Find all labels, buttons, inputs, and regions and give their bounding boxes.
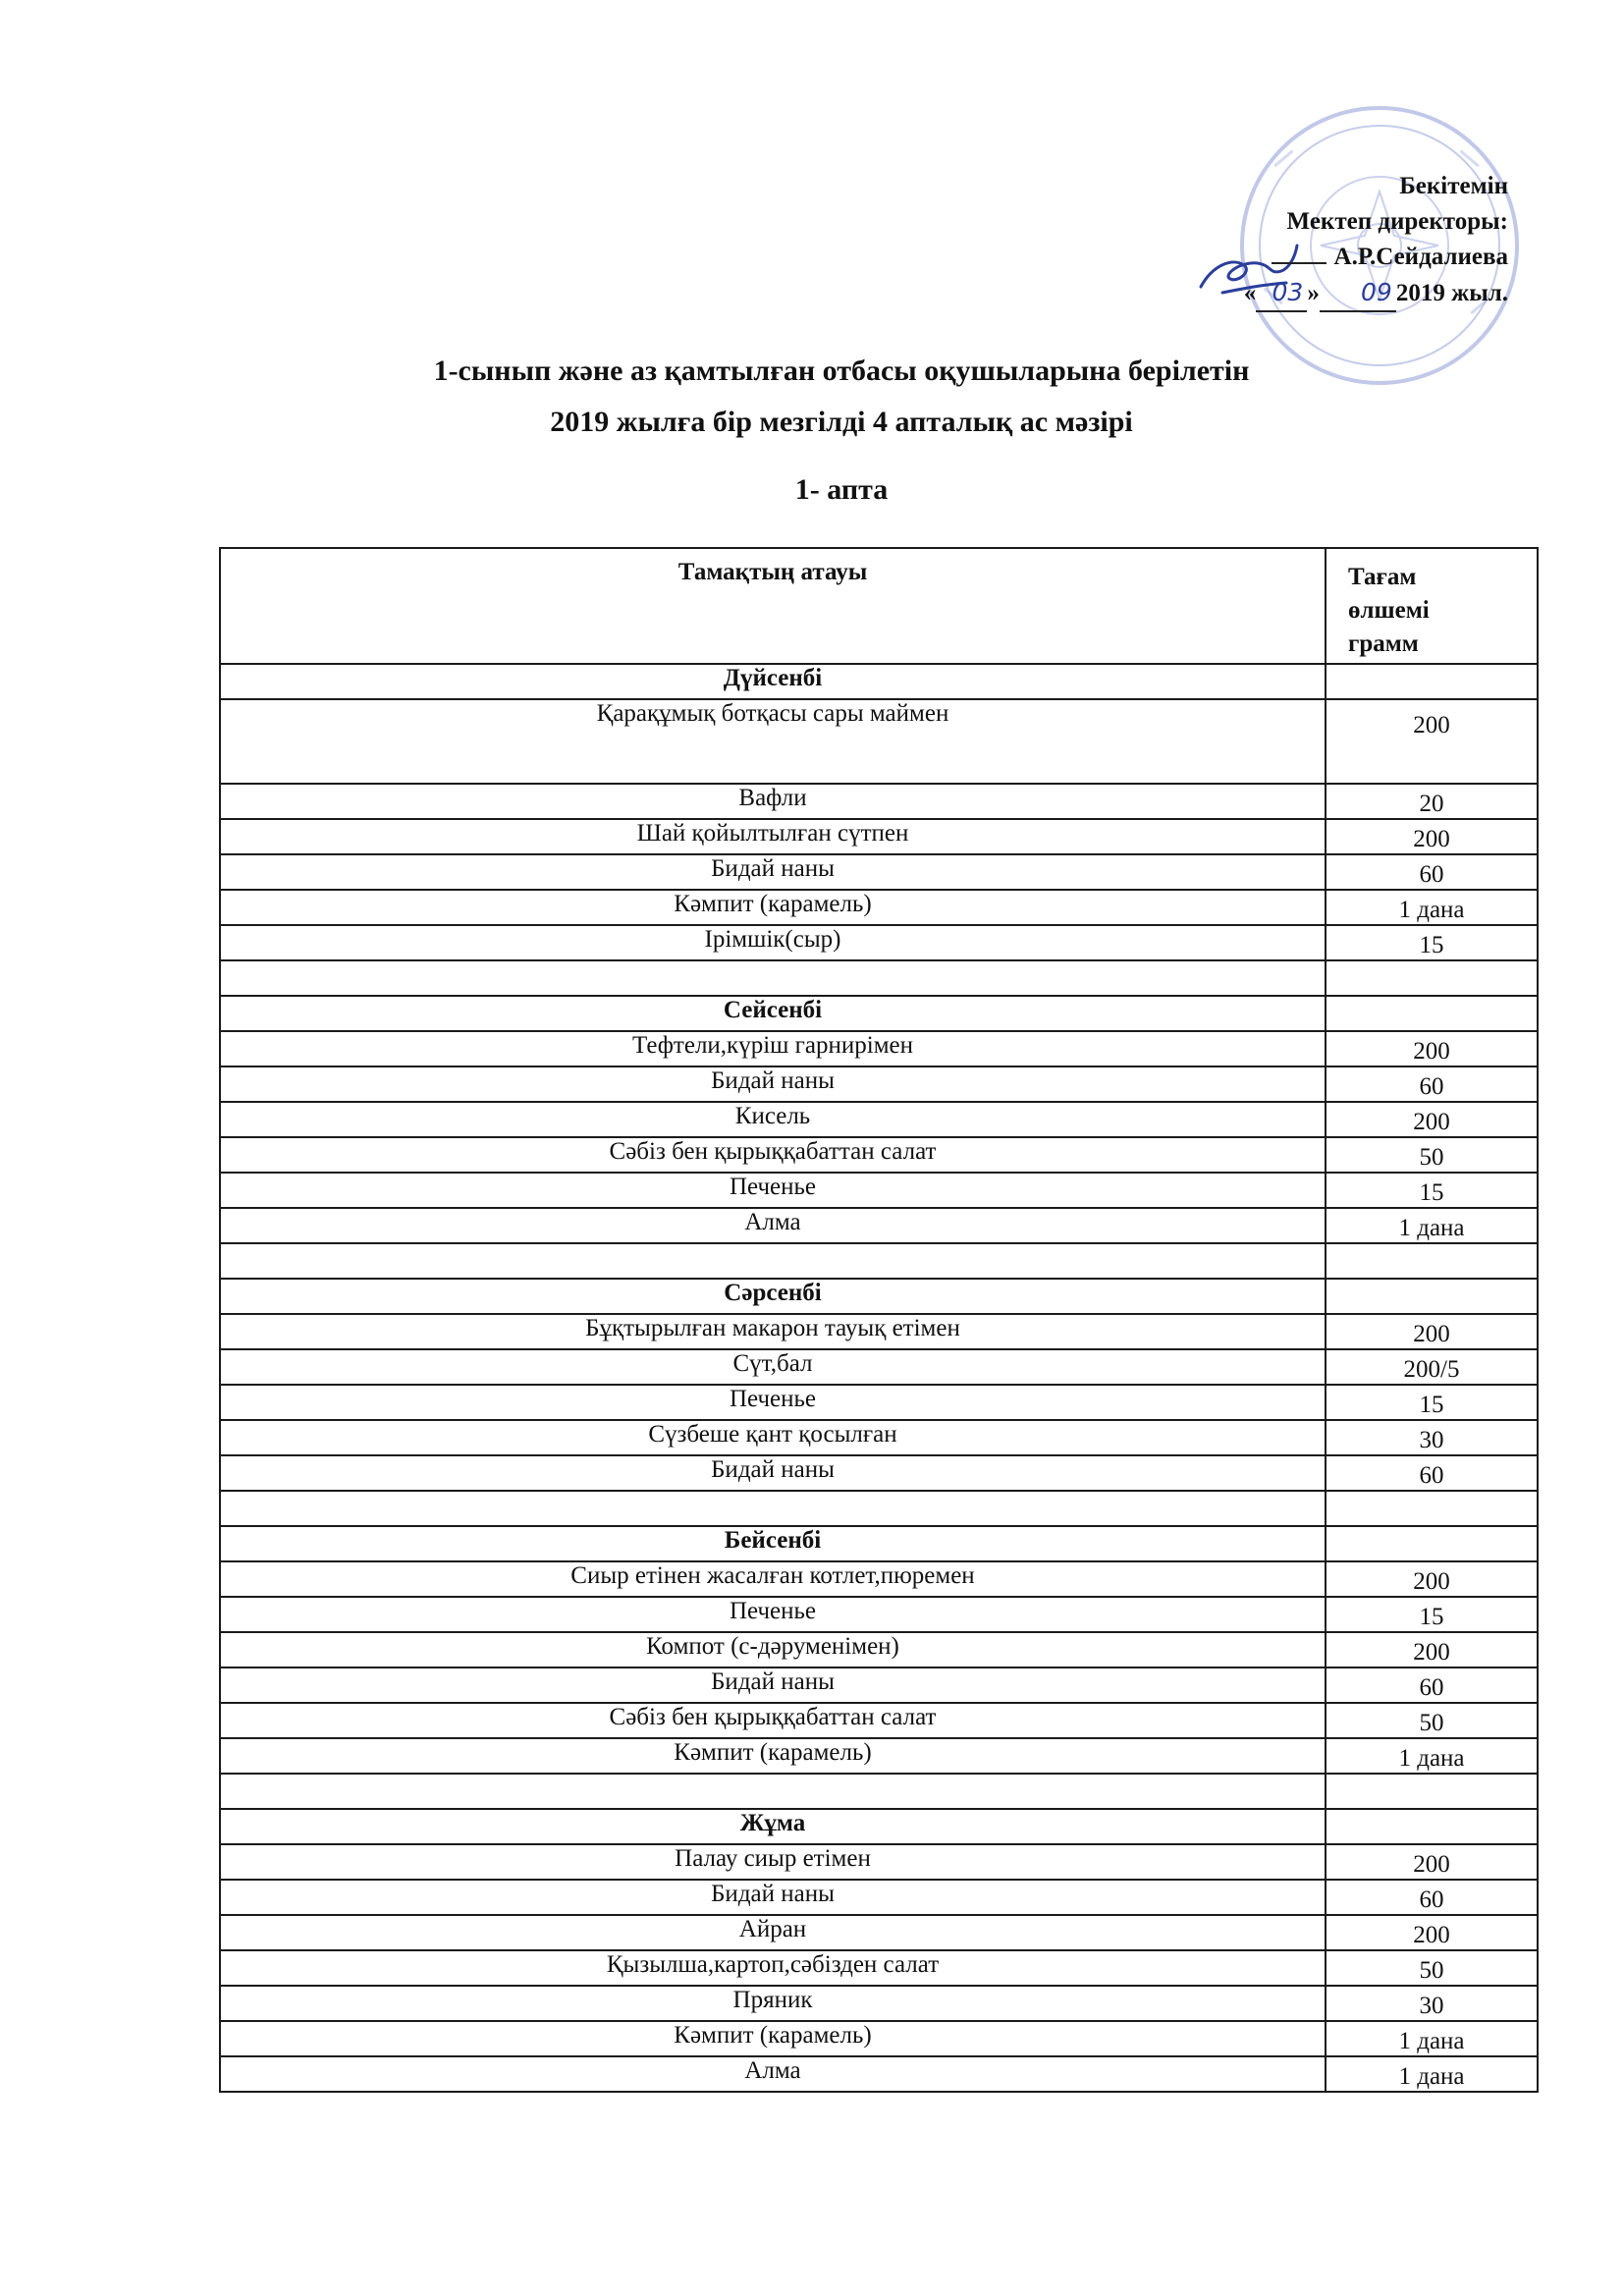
food-quantity: 60 bbox=[1326, 1667, 1538, 1703]
food-quantity: 200 bbox=[1326, 1102, 1538, 1137]
table-row bbox=[220, 925, 1538, 960]
food-name: Бидай наны bbox=[220, 854, 1326, 890]
day-qty-empty bbox=[1326, 996, 1538, 1031]
food-quantity: 30 bbox=[1326, 1986, 1538, 2021]
day-name: Сейсенбі bbox=[220, 996, 1326, 1031]
food-name: Кәмпит (карамель) bbox=[220, 890, 1326, 925]
food-quantity: 200/5 bbox=[1326, 1349, 1538, 1385]
blank-cell bbox=[1326, 1491, 1538, 1526]
food-name: Пряник bbox=[220, 1986, 1326, 2021]
food-name: Тефтели,күріш гарнирімен bbox=[220, 1031, 1326, 1066]
blank-cell bbox=[1326, 1243, 1538, 1279]
food-quantity: 1 дана bbox=[1326, 1208, 1538, 1243]
day-qty-empty bbox=[1326, 1809, 1538, 1844]
food-quantity: 60 bbox=[1326, 1066, 1538, 1102]
title-line-1: 1-сынып және аз қамтылған отбасы оқушыларына берілетін bbox=[433, 355, 1250, 387]
food-quantity: 200 bbox=[1326, 1031, 1538, 1066]
table-row bbox=[220, 1667, 1538, 1703]
table-row bbox=[220, 699, 1538, 784]
table-row bbox=[220, 2056, 1538, 2092]
day-qty-empty bbox=[1326, 664, 1538, 699]
food-quantity: 1 дана bbox=[1326, 1738, 1538, 1774]
food-name: Кисель bbox=[220, 1102, 1326, 1137]
table-row bbox=[220, 1455, 1538, 1491]
food-quantity: 15 bbox=[1326, 1597, 1538, 1632]
date-year: 2019 жыл. bbox=[1395, 280, 1508, 306]
approval-title: Бекітемін bbox=[1399, 173, 1508, 199]
table-row bbox=[220, 1420, 1538, 1455]
food-name: Бидай наны bbox=[220, 1455, 1326, 1491]
menu-table bbox=[219, 547, 1539, 2093]
food-quantity: 200 bbox=[1326, 1915, 1538, 1950]
day-row bbox=[220, 1526, 1538, 1561]
food-quantity: 60 bbox=[1326, 1455, 1538, 1491]
day-name: Сәрсенбі bbox=[220, 1279, 1326, 1314]
food-name: Компот (с-дәруменімен) bbox=[220, 1632, 1326, 1667]
food-quantity: 1 дана bbox=[1326, 2056, 1538, 2092]
food-name: Кәмпит (карамель) bbox=[220, 2021, 1326, 2056]
title-line-2: 2019 жылға бір мезгілді 4 апталық ас мәзірі bbox=[550, 406, 1133, 438]
food-quantity: 60 bbox=[1326, 1880, 1538, 1915]
food-quantity: 200 bbox=[1326, 1632, 1538, 1667]
table-row bbox=[220, 1915, 1538, 1950]
day-name: Бейсенбі bbox=[220, 1526, 1326, 1561]
director-name: А.Р.Сейдалиева bbox=[1333, 244, 1508, 270]
header-qty-line-2: өлшемі bbox=[1348, 597, 1430, 624]
food-quantity: 15 bbox=[1326, 1385, 1538, 1420]
table-row bbox=[220, 854, 1538, 890]
food-name: Сәбіз бен қырыққабаттан салат bbox=[220, 1137, 1326, 1173]
table-row bbox=[220, 1031, 1538, 1066]
food-name: Бидай наны bbox=[220, 1880, 1326, 1915]
table-row bbox=[220, 1349, 1538, 1385]
food-name: Алма bbox=[220, 2056, 1326, 2092]
header-quantity bbox=[1326, 548, 1538, 664]
header-qty-line-1: Тағам bbox=[1348, 564, 1417, 590]
food-name: Қарақұмық ботқасы сары маймен bbox=[220, 699, 1326, 784]
table-row bbox=[220, 2021, 1538, 2056]
blank-row bbox=[220, 1491, 1538, 1526]
approval-date: « 03 » 09 2019 жыл. bbox=[1244, 275, 1508, 312]
signature-line bbox=[1272, 241, 1326, 264]
food-name: Айран bbox=[220, 1915, 1326, 1950]
table-row bbox=[220, 1738, 1538, 1774]
table-row bbox=[220, 890, 1538, 925]
food-quantity: 200 bbox=[1326, 699, 1538, 784]
approval-block bbox=[1244, 169, 1508, 312]
food-name: Кәмпит (карамель) bbox=[220, 1738, 1326, 1774]
date-day: 03 bbox=[1256, 275, 1307, 312]
blank-cell bbox=[1326, 960, 1538, 996]
table-row bbox=[220, 1880, 1538, 1915]
food-quantity: 50 bbox=[1326, 1137, 1538, 1173]
table-row bbox=[220, 1066, 1538, 1102]
table-row bbox=[220, 1986, 1538, 2021]
food-quantity: 15 bbox=[1326, 925, 1538, 960]
week-label: 1- апта bbox=[794, 473, 889, 506]
approval-position: Мектеп директоры: bbox=[1286, 208, 1508, 235]
food-quantity: 200 bbox=[1326, 1314, 1538, 1349]
table-row bbox=[220, 1561, 1538, 1597]
food-name: Палау сиыр етімен bbox=[220, 1844, 1326, 1880]
day-row bbox=[220, 664, 1538, 699]
day-row bbox=[220, 1809, 1538, 1844]
food-name: Бидай наны bbox=[220, 1667, 1326, 1703]
food-quantity: 30 bbox=[1326, 1420, 1538, 1455]
food-quantity: 1 дана bbox=[1326, 2021, 1538, 2056]
table-header-row bbox=[220, 548, 1538, 664]
approval-name-line bbox=[1244, 240, 1508, 275]
table-row bbox=[220, 1950, 1538, 1986]
food-quantity: 200 bbox=[1326, 1561, 1538, 1597]
table-row bbox=[220, 1844, 1538, 1880]
blank-cell bbox=[220, 960, 1326, 996]
table-row bbox=[220, 1314, 1538, 1349]
day-row bbox=[220, 1279, 1538, 1314]
food-name: Шай қойылтылған сүтпен bbox=[220, 819, 1326, 854]
table-row bbox=[220, 1102, 1538, 1137]
food-name: Алма bbox=[220, 1208, 1326, 1243]
day-qty-empty bbox=[1326, 1526, 1538, 1561]
blank-cell bbox=[220, 1491, 1326, 1526]
table-row bbox=[220, 1208, 1538, 1243]
food-quantity: 20 bbox=[1326, 784, 1538, 819]
food-name: Сәбіз бен қырыққабаттан салат bbox=[220, 1703, 1326, 1738]
food-name: Бидай наны bbox=[220, 1066, 1326, 1102]
food-name: Сиыр етінен жасалған котлет,пюремен bbox=[220, 1561, 1326, 1597]
date-month: 09 bbox=[1320, 275, 1396, 312]
blank-cell bbox=[220, 1243, 1326, 1279]
blank-cell bbox=[220, 1774, 1326, 1809]
day-qty-empty bbox=[1326, 1279, 1538, 1314]
blank-cell bbox=[1326, 1774, 1538, 1809]
food-quantity: 50 bbox=[1326, 1703, 1538, 1738]
food-name: Печенье bbox=[220, 1385, 1326, 1420]
food-name: Сүзбеше қант қосылған bbox=[220, 1420, 1326, 1455]
food-quantity: 15 bbox=[1326, 1173, 1538, 1208]
header-qty-line-3: грамм bbox=[1348, 630, 1419, 657]
table-row bbox=[220, 1137, 1538, 1173]
table-row bbox=[220, 1632, 1538, 1667]
food-quantity: 200 bbox=[1326, 1844, 1538, 1880]
blank-row bbox=[220, 1243, 1538, 1279]
document-title bbox=[0, 346, 1624, 448]
blank-row bbox=[220, 1774, 1538, 1809]
table-row bbox=[220, 1385, 1538, 1420]
food-name: Печенье bbox=[220, 1173, 1326, 1208]
food-name: Печенье bbox=[220, 1597, 1326, 1632]
day-name: Жұма bbox=[220, 1809, 1326, 1844]
food-name: Вафли bbox=[220, 784, 1326, 819]
day-name: Дүйсенбі bbox=[220, 664, 1326, 699]
table-row bbox=[220, 1703, 1538, 1738]
food-quantity: 50 bbox=[1326, 1950, 1538, 1986]
blank-row bbox=[220, 960, 1538, 996]
food-quantity: 1 дана bbox=[1326, 890, 1538, 925]
food-name: Сүт,бал bbox=[220, 1349, 1326, 1385]
food-name: Бұқтырылған макарон тауық етімен bbox=[220, 1314, 1326, 1349]
header-food-name: Тамақтың атауы bbox=[220, 548, 1326, 664]
table-row bbox=[220, 819, 1538, 854]
food-name: Ірімшік(сыр) bbox=[220, 925, 1326, 960]
table-row bbox=[220, 1173, 1538, 1208]
food-quantity: 200 bbox=[1326, 819, 1538, 854]
table-row bbox=[220, 1597, 1538, 1632]
food-quantity: 60 bbox=[1326, 854, 1538, 890]
table-row bbox=[220, 784, 1538, 819]
food-name: Қызылша,картоп,сәбізден салат bbox=[220, 1950, 1326, 1986]
day-row bbox=[220, 996, 1538, 1031]
